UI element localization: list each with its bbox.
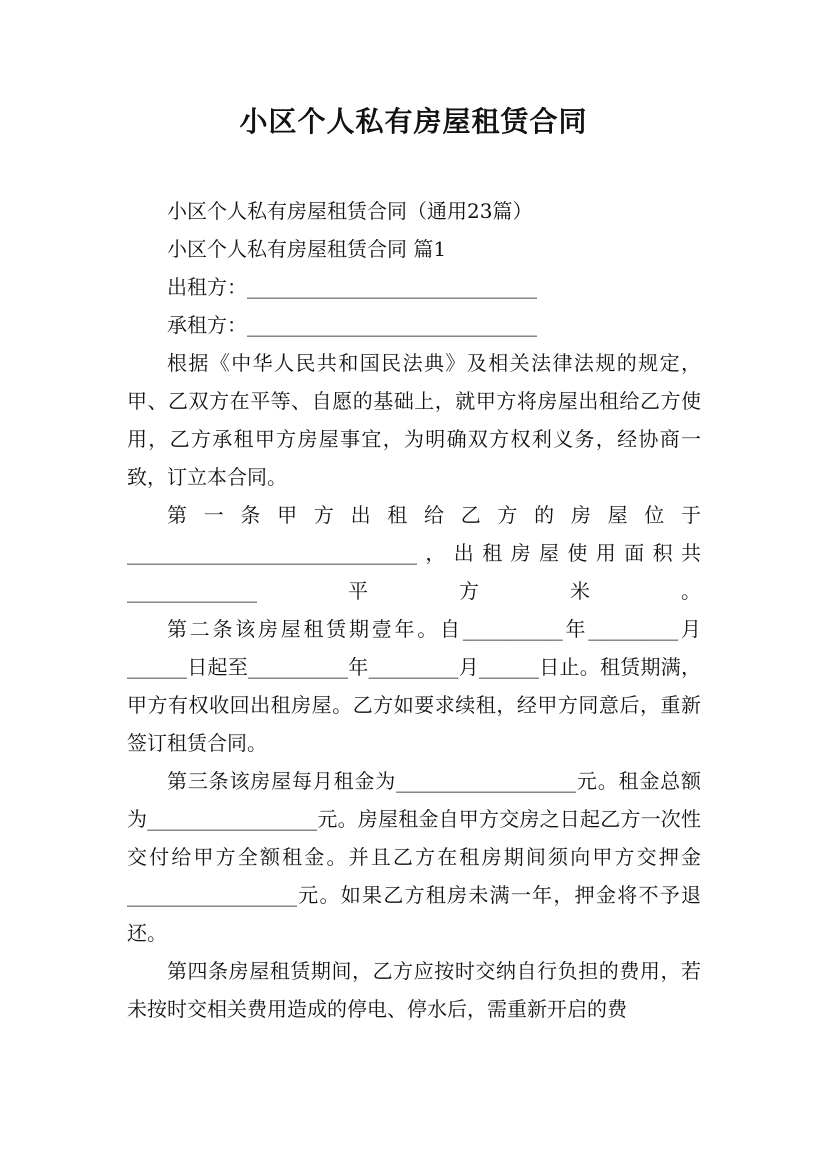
article-3-paragraph: 第三条该房屋每月租金为__________________元。租金总额为_________________元。房屋租金自甲方交房之日起乙方一次性交付给甲方全额租金。并且乙方在租房期间须向甲方交押金_________________元。如果乙方租房未满一年，押金将不予退还。 — [127, 769, 701, 945]
article-2-paragraph: 第二条该房屋租赁期壹年。自__________年_________月______日起至__________年_________月______日止。租赁期满，甲方有权收回出租房屋。乙方如要求续租，经甲方同意后，重新签订租赁合同。 — [127, 617, 701, 755]
lessor-line: 出租方：_____________________________ — [167, 275, 537, 299]
article-4-paragraph: 第四条房屋租赁期间，乙方应按时交纳自行负担的费用，若未按时交相关费用造成的停电、停水后，需重新开启的费 — [127, 959, 701, 1021]
article-1-paragraph: 第一条甲方出租给乙方的房屋位于_____________________________，出租房屋使用面积共_____________平方米。 — [127, 503, 701, 603]
document-subtitle: 小区个人私有房屋租赁合同（通用23篇） — [167, 199, 533, 223]
section-heading: 小区个人私有房屋租赁合同 篇1 — [167, 237, 447, 261]
document-title: 小区个人私有房屋租赁合同 — [239, 105, 588, 138]
document-body — [127, 192, 701, 1028]
lessee-line: 承租方：_____________________________ — [167, 313, 537, 337]
preamble-paragraph: 根据《中华人民共和国民法典》及相关法律法规的规定，甲、乙双方在平等、自愿的基础上，就甲方将房屋出租给乙方使用，乙方承租甲方房屋事宜，为明确双方权利义务，经协商一致，订立本合同。 — [127, 351, 701, 489]
